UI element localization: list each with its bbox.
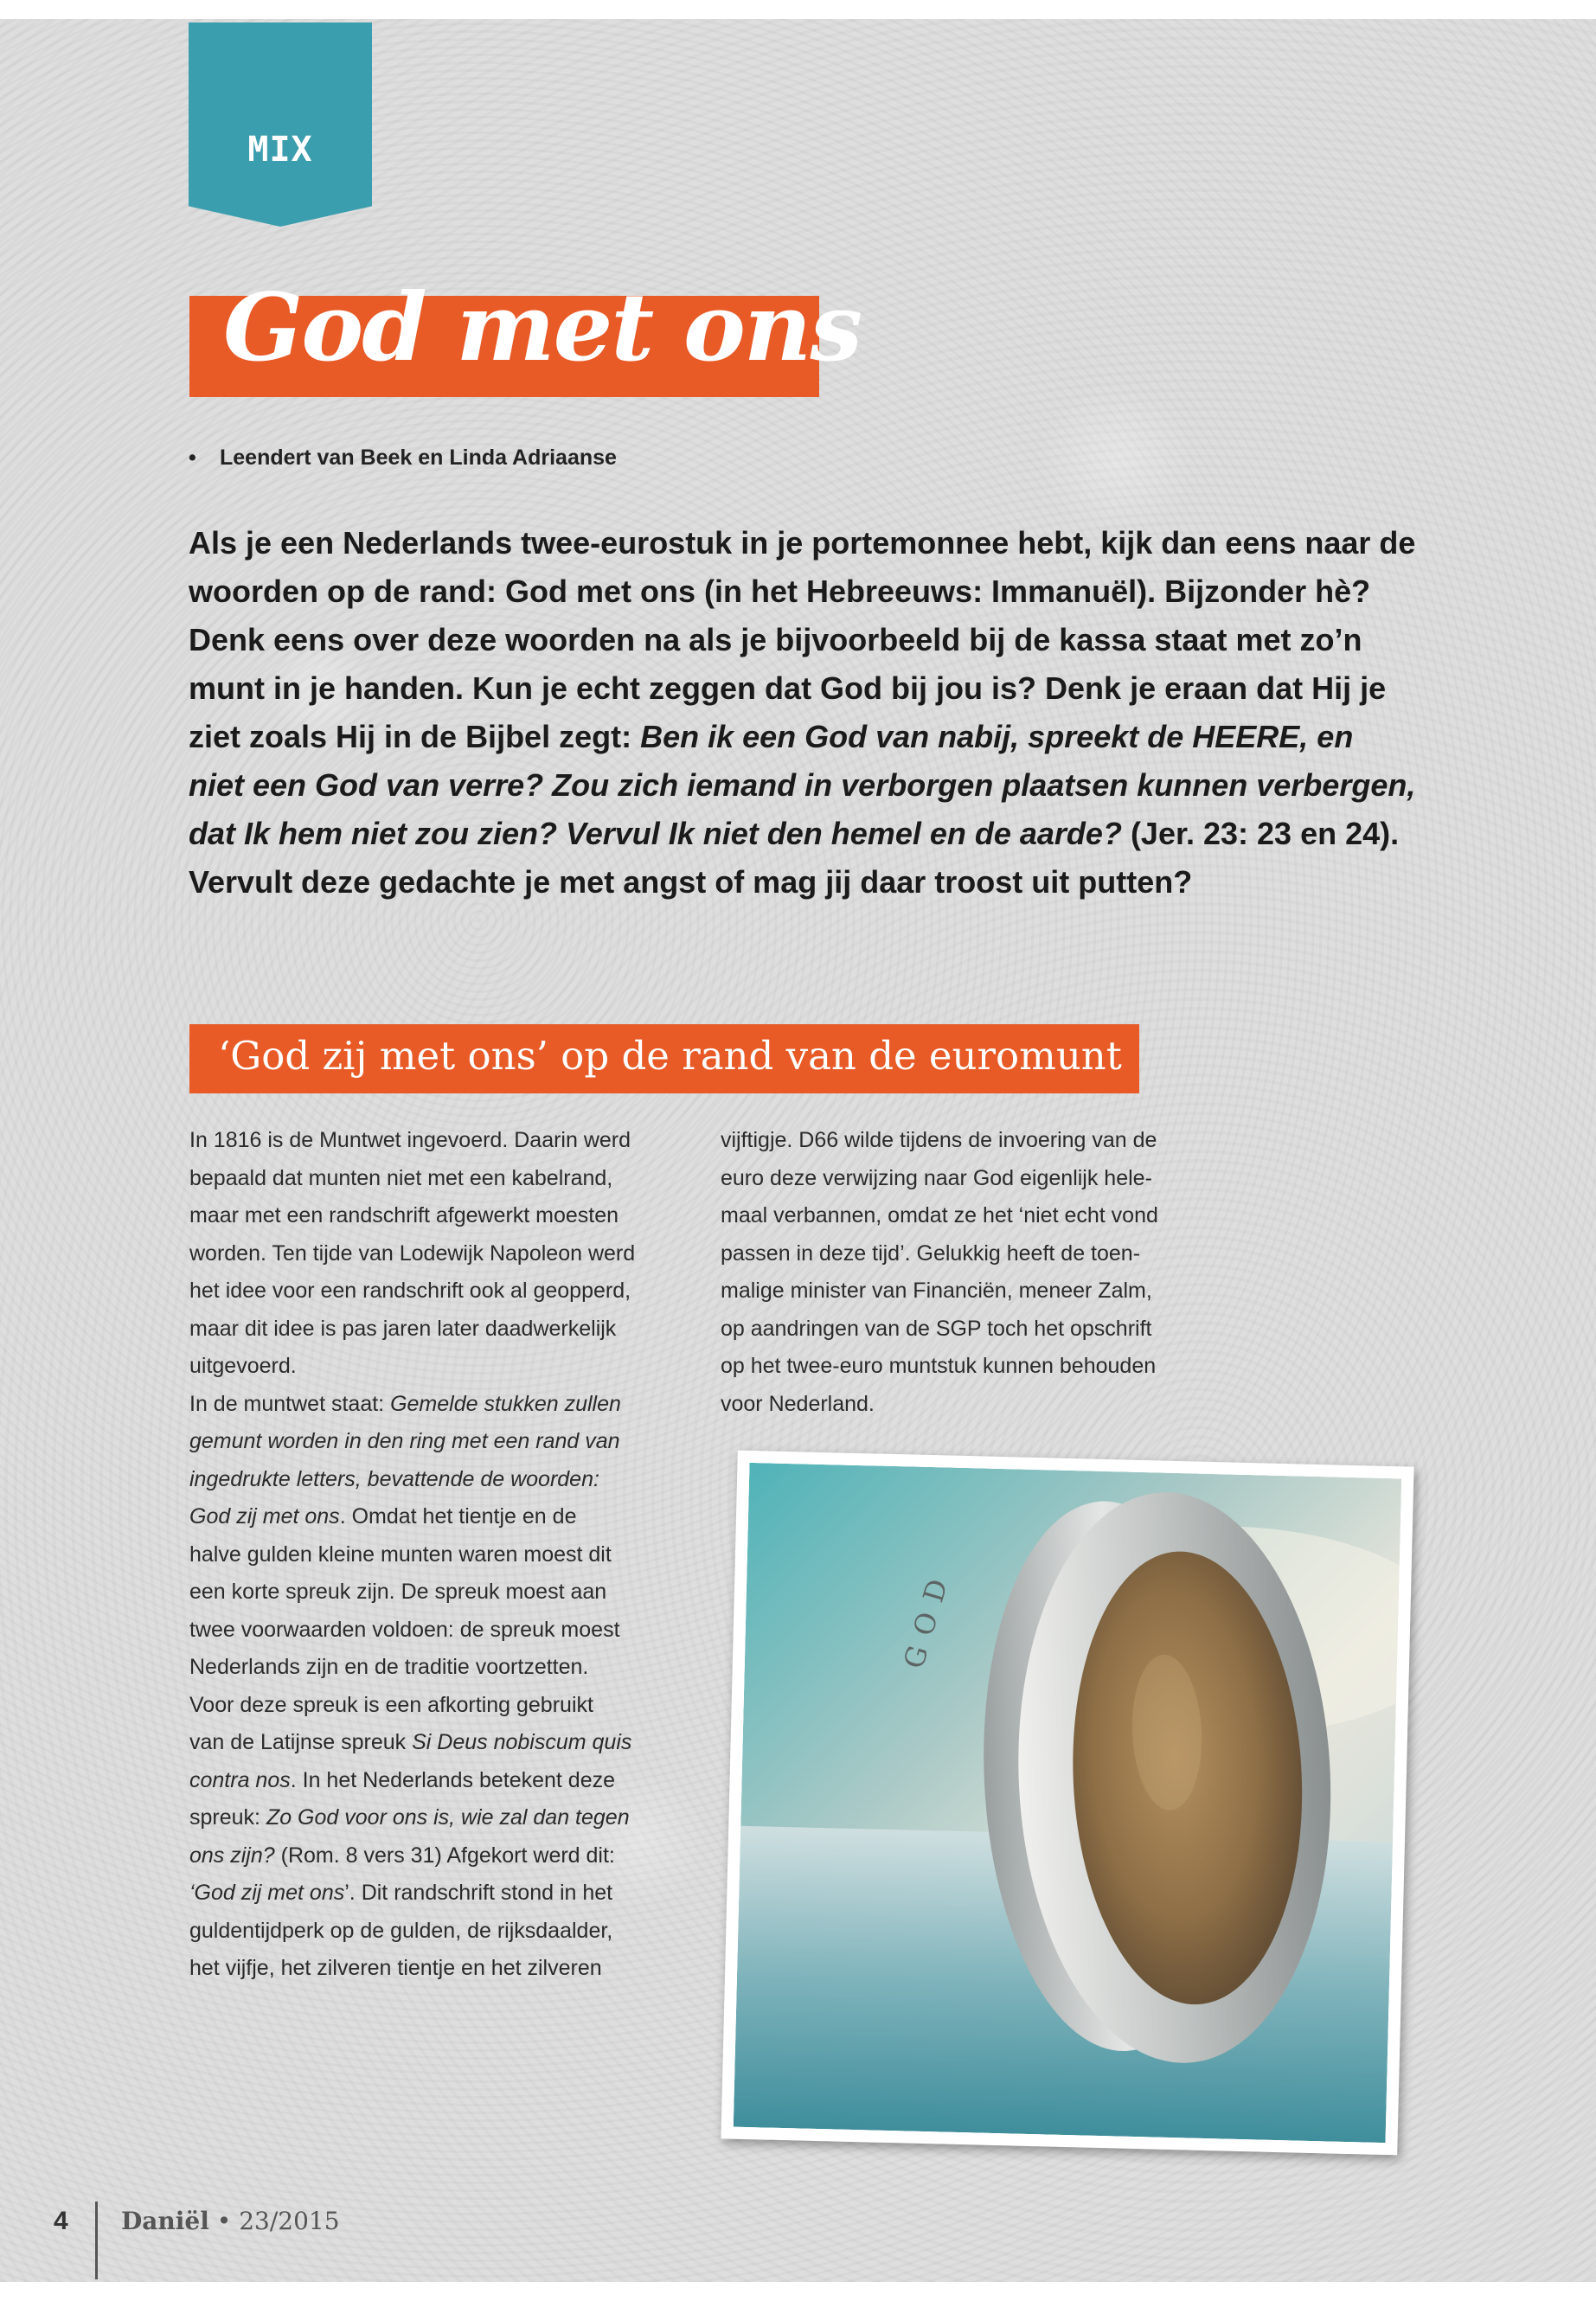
- footer-magazine: [121, 2207, 340, 2235]
- body-line: twee voorwaarden voldoen: de spreuk moest: [189, 1617, 620, 1642]
- body-italic: Gemelde stukken zullen: [390, 1391, 621, 1416]
- issue-number: 23/2015: [239, 2207, 340, 2235]
- left-column: [189, 1122, 691, 1988]
- body-line: op het twee-euro muntstuk kunnen behouden: [721, 1354, 1157, 1378]
- body-line: maar dit idee is pas jaren later daadwerkelijk: [189, 1316, 617, 1341]
- top-margin: [0, 0, 1596, 19]
- body-italic: gemunt worden in den ring met een rand van: [189, 1429, 620, 1453]
- body-text: In de muntwet staat:: [189, 1391, 391, 1416]
- footer-divider: [95, 2202, 98, 2279]
- body-italic: ons zijn?: [189, 1843, 275, 1868]
- body-line: In 1816 is de Muntwet ingevoerd. Daarin werd: [189, 1128, 631, 1152]
- body-line: [189, 1875, 691, 1913]
- body-line: [189, 1498, 691, 1536]
- coin-photo-frame: [721, 1451, 1413, 2156]
- footer-separator: •: [208, 2207, 240, 2235]
- body-line: Nederlands zijn en de traditie voortzetten.: [189, 1655, 589, 1679]
- body-line: halve gulden kleine munten waren moest dit: [189, 1541, 612, 1567]
- intro-text-2: (Jer. 23: 23 en 24). Vervult deze gedachte je met angst of mag jij daar troost uit putten?: [189, 816, 1400, 900]
- intro-text-1: Als je een Nederlands twee-eurostuk in je portemonnee hebt, kijk dan eens naar de woorden op de rand: God met ons (in het Hebreeuws: Immanuël). Bijzonder hè? Denk eens over deze woorden na als je bijvoorbeeld bij de kassa staat met zo’n munt in je handen. Kun je echt zeggen dat God bij jou is? Denk je eraan dat Hij je ziet zoals Hij in de Bijbel zegt:: [189, 525, 1416, 754]
- page-number: 4: [54, 2207, 68, 2235]
- author-bullet: •: [189, 445, 196, 470]
- body-line: het vijfje, het zilveren tientje en het zilveren: [189, 1956, 602, 1980]
- section-tab: [189, 22, 372, 227]
- body-text: . Omdat het tientje en de: [339, 1504, 577, 1529]
- body-line: het idee voor een randschrift ook al geopperd,: [189, 1279, 631, 1303]
- body-italic: ‘God zij met ons: [189, 1881, 345, 1905]
- body-line: passen in deze tijd’. Gelukkig heeft de toen-: [721, 1240, 1141, 1266]
- body-line: maar met een randschrift afgewerkt moesten: [189, 1203, 619, 1227]
- author-line: [189, 445, 617, 471]
- body-line: Voor deze spreuk is een afkorting gebruikt: [189, 1692, 593, 1717]
- intro-paragraph: [189, 519, 1417, 907]
- body-line: [189, 1461, 691, 1499]
- body-line: guldentijdperk op de gulden, de rijksdaalder,: [189, 1918, 613, 1943]
- magazine-name: Daniël: [121, 2207, 209, 2235]
- body-line: [189, 1423, 691, 1461]
- body-italic: Si Deus nobiscum quis: [412, 1730, 632, 1754]
- bottom-margin: [0, 2282, 1596, 2301]
- body-line: maal verbannen, omdat ze het ‘niet echt vond: [721, 1203, 1158, 1227]
- body-line: malige minister van Financiën, meneer Zalm,: [721, 1279, 1152, 1303]
- body-text: spreuk:: [189, 1805, 266, 1830]
- coin-photo: [734, 1463, 1402, 2143]
- subheading: ‘God zij met ons’ op de rand van de euromunt: [218, 1033, 1122, 1079]
- body-line: vijftigje. D66 wilde tijdens de invoering van de: [721, 1128, 1157, 1152]
- coin-illustration: [734, 1463, 1402, 2143]
- body-line: een korte spreuk zijn. De spreuk moest aan: [189, 1580, 607, 1604]
- article-title: God met ons: [223, 273, 862, 382]
- body-line: [189, 1724, 691, 1762]
- body-italic: ingedrukte letters, bevattende de woorden:: [189, 1466, 599, 1491]
- body-line: [189, 1762, 691, 1800]
- body-italic: God zij met ons: [189, 1504, 340, 1529]
- body-line: [189, 1837, 691, 1875]
- coin-edge-lettering: GOD: [896, 1563, 958, 1673]
- right-column: [721, 1122, 1222, 1423]
- author-names: Leendert van Beek en Linda Adriaanse: [220, 445, 617, 470]
- body-line: bepaald dat munten niet met een kabelrand,: [189, 1165, 613, 1190]
- body-line: euro deze verwijzing naar God eigenlijk hele-: [721, 1165, 1152, 1190]
- body-line: worden. Ten tijde van Lodewijk Napoleon werd: [189, 1240, 636, 1266]
- body-line: voor Nederland.: [721, 1391, 875, 1416]
- body-line: op aandringen van de SGP toch het opschrift: [721, 1316, 1152, 1341]
- intro-quote: Ben ik een God van nabij, spreekt de HEERE, en niet een God van verre? Zou zich iemand in verborgen plaatsen kunnen verbergen, dat Ik hem niet zou zien? Vervul Ik niet den hemel en de aarde?: [189, 719, 1416, 851]
- body-italic: contra nos: [189, 1767, 291, 1792]
- body-text: ’. Dit randschrift stond in het: [344, 1881, 613, 1905]
- section-label: MIX: [247, 130, 313, 170]
- body-line: uitgevoerd.: [189, 1354, 297, 1378]
- body-text: . In het Nederlands betekent deze: [290, 1767, 616, 1792]
- body-italic: Zo God voor ons is, wie zal dan tegen: [266, 1805, 630, 1830]
- body-line: [189, 1799, 691, 1837]
- body-text: van de Latijnse spreuk: [189, 1730, 413, 1754]
- body-text: (Rom. 8 vers 31) Afgekort werd dit:: [274, 1843, 615, 1868]
- body-line: [189, 1386, 691, 1424]
